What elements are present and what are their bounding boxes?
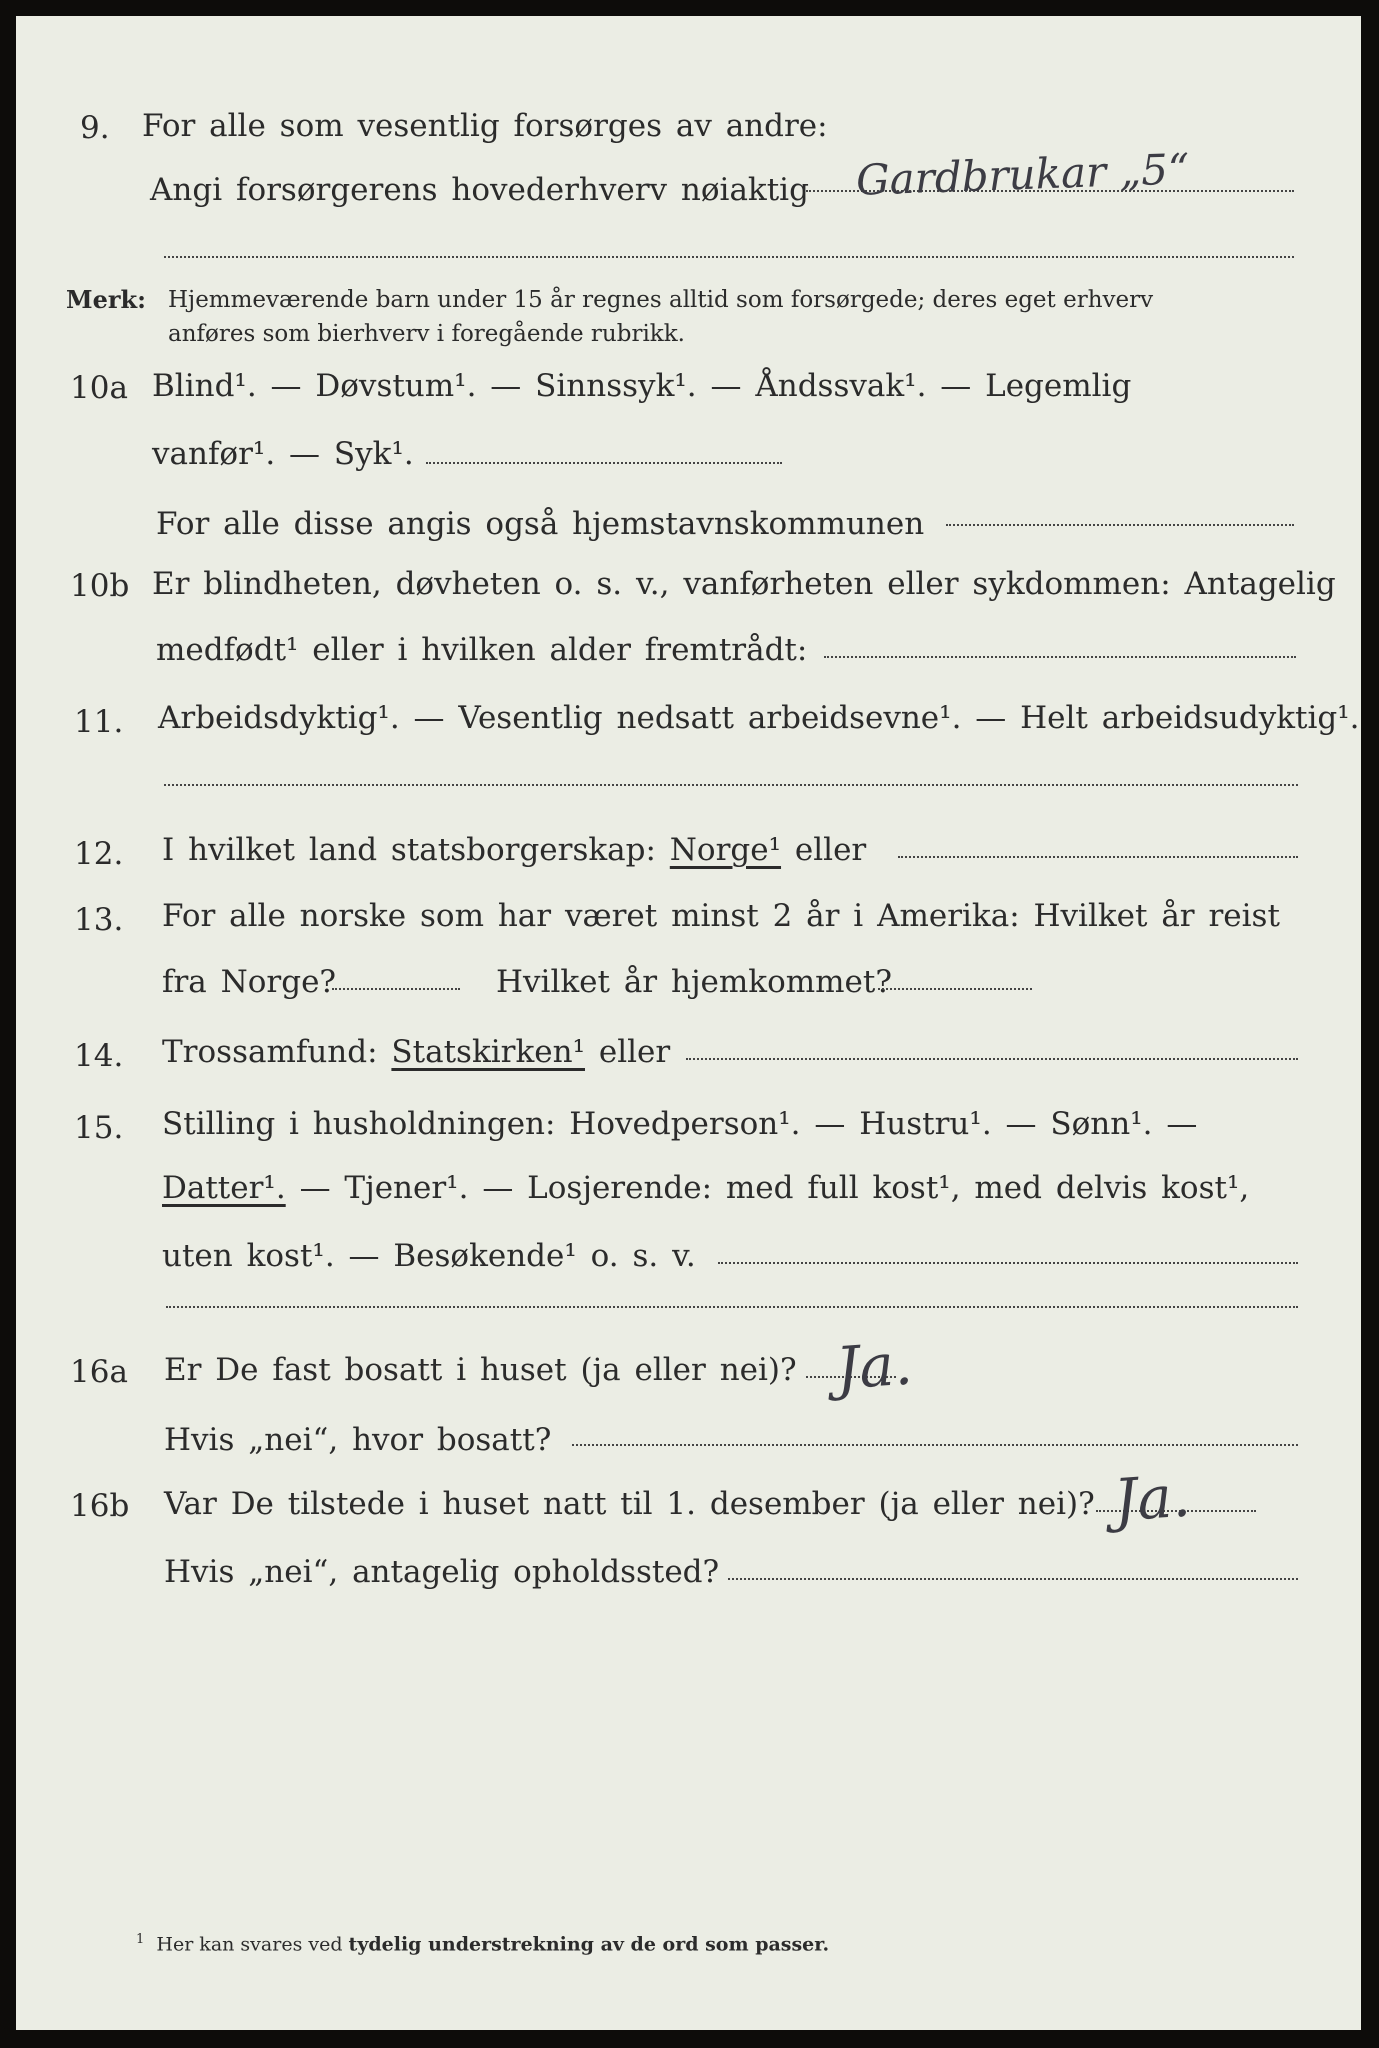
q16a-line2: Hvis „nei“, hvor bosatt? [164,1422,552,1458]
q15-number: 15. [74,1110,124,1146]
q16a-number: 16a [70,1354,128,1390]
q12-eller: eller [794,832,867,868]
q10b-number: 10b [70,568,130,604]
q15-line2-rest: — Tjener¹. — Losjerende: med full kost¹, med delvis kost¹, [299,1170,1250,1206]
merk-line1: Hjemmeværende barn under 15 år regnes alltid som forsørgede; deres eget erhverv [168,287,1154,313]
q12-line [162,830,866,870]
q12-label: I hvilket land statsborgerskap: [162,832,656,868]
q16b-line2: Hvis „nei“, antagelig opholdssted? [164,1554,720,1590]
q16b-line2-dotline [728,1578,1298,1580]
q14-label: Trossamfund: [162,1034,378,1070]
q16a-line2-dotline [572,1444,1298,1446]
merk-label: Merk: [66,285,146,314]
q13-line1: For alle norske som har været minst 2 år i Amerika: Hvilket år reist [162,898,1280,934]
q14-underlined-statskirken: Statskirken¹ [391,1034,585,1070]
q15-line1: Stilling i husholdningen: Hovedperson¹. — Hustru¹. — Sønn¹. — [162,1106,1198,1142]
q12-number: 12. [74,836,124,872]
q13-number: 13. [74,902,124,938]
q9-line1: For alle som vesentlig forsørges av andre: [142,108,828,144]
q16a-handwritten-answer: Ja. [833,1329,915,1403]
q14-dotline [686,1058,1298,1060]
q14-number: 14. [74,1038,124,1074]
q16b-line1: Var De tilstede i huset natt til 1. desember (ja eller nei)? [164,1486,1095,1522]
footnote-mark: 1 [136,1932,145,1947]
q16a-line1: Er De fast bosatt i huset (ja eller nei)? [164,1352,797,1388]
q15-dotline [718,1262,1298,1264]
q16b-number: 16b [70,1488,130,1524]
q10b-dotline [824,656,1296,658]
q13-dotline-a [332,988,460,990]
q9-line2: Angi forsørgerens hovederhverv nøiaktig [150,172,809,208]
q15-extra-dotline [166,1306,1298,1308]
q11-number: 11. [74,704,124,740]
q11-dotline [164,784,1298,786]
q11-line1: Arbeidsdyktig¹. — Vesentlig nedsatt arbeidsevne¹. — Helt arbeidsudyktig¹. [158,700,1360,736]
q9-number: 9. [80,110,110,146]
q10a-line1: Blind¹. — Døvstum¹. — Sinnssyk¹. — Åndssvak¹. — Legemlig [152,368,1132,404]
q16b-handwritten-answer: Ja. [1111,1461,1193,1535]
q15-line2 [162,1168,1249,1208]
q10a-line3: For alle disse angis også hjemstavnskommunen [156,506,925,542]
footnote-bold: tydelig understrekning av de ord som passer. [348,1933,830,1956]
q15-underlined-datter: Datter¹. [162,1170,286,1206]
q9-extra-dotline [164,256,1294,258]
census-form-page [16,16,1361,2030]
q10a-line2-dotline [426,462,782,464]
q9-handwritten-answer: Gardbrukar „5“ [855,144,1191,205]
q14-line [162,1032,670,1072]
q12-dotline [898,856,1298,858]
merk-line2: anføres som bierhverv i foregående rubrikk. [168,321,685,347]
q13-line2a: fra Norge? [162,964,337,1000]
footnote-plain: Her kan svares ved [156,1933,343,1956]
q10b-line2: medfødt¹ eller i hvilken alder fremtrådt: [156,632,808,668]
footnote [136,1928,829,1956]
q15-line3: uten kost¹. — Besøkende¹ o. s. v. [162,1238,696,1274]
q12-underlined-norge: Norge¹ [669,832,782,868]
q13-dotline-b [878,988,1032,990]
q13-line2b: Hvilket år hjemkommet? [496,964,892,1000]
q10b-line1: Er blindheten, døvheten o. s. v., vanførheten eller sykdommen: Antagelig [152,566,1336,602]
q10a-number: 10a [70,370,128,406]
q10a-line2: vanfør¹. — Syk¹. [152,436,414,472]
q14-eller: eller [598,1034,671,1070]
q10a-line3-dotline [946,524,1294,526]
